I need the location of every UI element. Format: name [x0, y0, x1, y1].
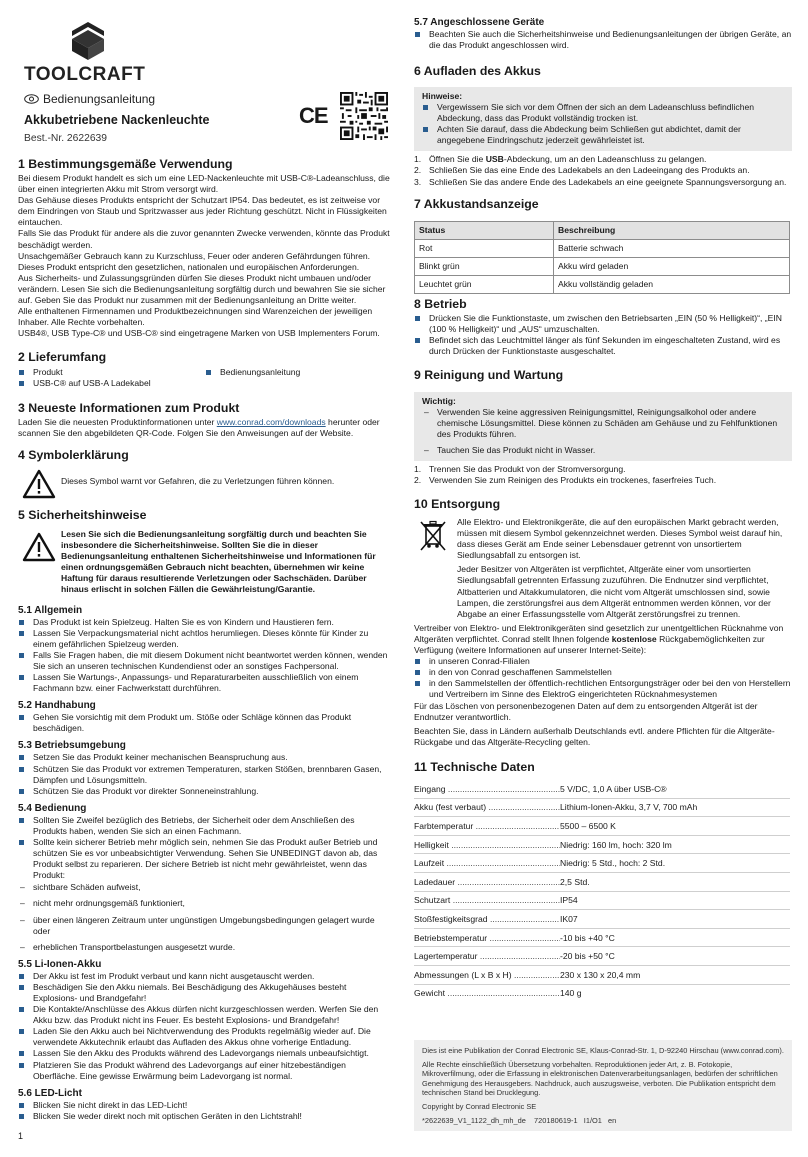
table-cell: Leuchtet grün — [415, 276, 554, 294]
section-2-title: 2 Lieferumfang — [18, 350, 107, 364]
weee-bin-icon — [418, 519, 448, 553]
section-5-7-title: 5.7 Angeschlossene Geräte — [414, 17, 545, 28]
s1-paragraph: Alle enthaltenen Firmennamen und Produktbezeichnungen sind Warenzeichen der jeweiligen Inhaber. Alle Rechte vorbehalten. — [18, 306, 373, 328]
section-4-title: 4 Symbolerklärung — [18, 448, 129, 462]
section-9-title: 9 Reinigung und Wartung — [414, 368, 564, 382]
spec-row — [414, 854, 790, 873]
safety-intro: Lesen Sie sich die Bedienungsanleitung sorgfältig durch und beachten Sie insbesondere die Sicherheitshinweise. Sollten Sie die in dieser Bedienungsanleitung enthaltenen Sicherheitshinweise und Informationen für einen ordnungsgemäßen Gebrauch nicht beachten, übernehmen wir keine Haftung für daraus resultierende Verletzungen oder Sachschäden. Darüber hinaus erlischt in solchen Fällen die Gewährleistung/Garantie. — [61, 529, 376, 595]
led-item: Blicken Sie weder direkt noch mit optischen Geräten in den Lichtstrahl! — [18, 1111, 390, 1122]
step-text: Verwenden Sie zum Reinigen des Produkts ein trockenes, faserfreies Tuch. — [429, 475, 717, 486]
disposal-paragraph: Beachten Sie, dass in Ländern außerhalb Deutschlands evtl. andere Pflichten für die Altgeräte-Rückgabe und das Altgeräte-Recycling gelten. — [414, 725, 775, 747]
footer-rights: Alle Rechte einschließlich Übersetzung vorbehalten. Reproduktionen jeder Art, z. B. Fotokopie, Mikroverfilmung, oder die Erfassung in elektronischen Datenverarbeitungsanlagen, bedürfen der schriftlichen Genehmigung des Herausgebers. Nachdruck, auch auszugsweise, verboten. Die Publikation entspricht dem technischen Stand bei Drucklegung. — [422, 1059, 778, 1098]
spec-label: Lagertemperatur ..... — [414, 951, 560, 961]
spec-label: Farbtemperatur ..... — [414, 821, 560, 831]
step-text: Trennen Sie das Produkt von der Stromversorgung. — [429, 464, 626, 475]
step-text-bold: USB — [485, 154, 504, 165]
step-text: -Abdeckung, um an den Ladeanschluss zu gelangen. — [503, 154, 707, 165]
cleaning-step — [414, 475, 792, 486]
spec-value: IP54 — [560, 895, 578, 906]
spec-value: Niedrig: 5 Std., hoch: 2 Std. — [560, 858, 666, 869]
notes-title: Wichtig: — [422, 396, 456, 406]
ce-mark: CE — [299, 103, 328, 128]
section-1-title: 1 Bestimmungsgemäße Verwendung — [18, 157, 233, 171]
toolcraft-logo — [24, 18, 154, 88]
table-cell: Akku vollständig geladen — [554, 276, 790, 294]
table-row — [415, 258, 790, 276]
step-text: Schließen Sie das andere Ende des Ladekabels an eine geeignete Spannungsversorgung an. — [429, 176, 787, 187]
return-option-item: in den Sammelstellen der öffentlich-rechtlichen Entsorgungsträger oder bei den von Herstellern und Vertreibern im Sinne des ElektroG eingerichteten Rücknahmesystemen — [414, 678, 792, 700]
general-item: Lassen Sie Verpackungsmaterial nicht achtlos herumliegen. Dieses könnte für Kinder zu einem gefährlichen Spielzeug werden. — [18, 628, 390, 650]
step-number: 2. — [414, 475, 422, 486]
battery-item: Die Kontakte/Anschlüsse des Akkus dürfen nicht kurzgeschlossen werden. Werfen Sie den Akku bzw. das Produkt nicht ins Feuer. Es besteht Explosions- und Brandgefahr! — [18, 1004, 390, 1026]
spec-value: -20 bis +50 °C — [560, 951, 615, 962]
toolcraft-logo-icon — [24, 18, 154, 62]
spec-row — [414, 873, 790, 892]
s1-paragraph: Unsachgemäßer Gebrauch kann zu Kurzschluss, Feuer oder anderen Gefährdungen führen. — [18, 250, 371, 261]
spec-value: Niedrig: 160 lm, hoch: 320 lm — [560, 839, 672, 850]
section-5-2-title: 5.2 Handhabung — [18, 700, 96, 712]
spec-value: Lithium-Ionen-Akku, 3,7 V, 700 mAh — [560, 802, 698, 813]
s1-paragraph: Aus Sicherheits- und Zulassungsgründen dürfen Sie dieses Produkt nicht umbauen und/oder verändern. Lesen Sie sich die Bedienungsanleitung sorgfältig durch und bewahren Sie sie sicher auf. Geben Sie das Produkt nur zusammen mit der Bedienungsanleitung an Dritte weiter. — [18, 272, 386, 306]
manual-label-row — [24, 92, 155, 106]
battery-item: Der Akku ist fest im Produkt verbaut und kann nicht ausgetauscht werden. — [18, 971, 390, 982]
section-8-title: 8 Betrieb — [414, 297, 467, 311]
operation-item: Sollten Sie Zweifel bezüglich des Betriebs, der Sicherheit oder dem Anschließen des Produkts haben, wenden Sie sich an einen Fachmann. — [18, 815, 390, 837]
spec-row — [414, 947, 790, 966]
spec-value: 140 g — [560, 988, 582, 999]
charging-step — [414, 177, 792, 188]
step-number: 3. — [414, 176, 422, 187]
s1-paragraph: USB4®, USB Type-C® und USB-C® sind eingetragene Marken von USB Implementers Forum. — [18, 328, 380, 339]
spec-value: IK07 — [560, 913, 578, 924]
step-text: Schließen Sie das eine Ende des Ladekabels an den Ladeeingang des Produkts an. — [429, 165, 750, 176]
charging-note: Vergewissern Sie sich vor dem Öffnen der sich an dem Ladeanschluss befindlichen Abdeckung, dass das Produkt vollständig trocken ist. — [422, 102, 784, 124]
general-item: Lassen Sie Wartungs-, Anpassungs- und Reparaturarbeiten ausschließlich von einem Fachmann bzw. einer Fachwerkstatt durchführen. — [18, 672, 390, 694]
spec-label: Ladedauer ..... — [414, 877, 560, 887]
table-cell: Blinkt grün — [415, 258, 554, 276]
operation-dash-item: – erheblichen Transportbelastungen ausgesetzt wurde. — [18, 942, 390, 953]
section-5-title: 5 Sicherheitshinweise — [18, 508, 147, 522]
table-header: Status — [415, 222, 554, 240]
page-number: 1 — [18, 1131, 24, 1141]
section-5-3-title: 5.3 Betriebsumgebung — [18, 740, 126, 752]
warning-triangle-icon — [22, 469, 56, 499]
section-5-4-title: 5.4 Bedienung — [18, 802, 87, 814]
section-6-title: 6 Aufladen des Akkus — [414, 64, 541, 78]
step-number: 1. — [414, 464, 422, 475]
s3-text-after: herunter oder scannen Sie den abgebildeten QR-Code. Folgen Sie den Anweisungen auf der Website. — [18, 417, 380, 439]
section-5-1-title: 5.1 Allgemein — [18, 604, 83, 616]
operation-dash-item: – nicht mehr ordnungsgemäß funktioniert, — [18, 898, 390, 909]
charging-step — [414, 154, 792, 165]
general-item: Das Produkt ist kein Spielzeug. Halten Sie es von Kindern und Haustieren fern. — [18, 617, 390, 628]
brand-name: TOOLCRAFT — [24, 64, 146, 85]
spec-value: 5500 – 6500 K — [560, 820, 616, 831]
section-5-6-title: 5.6 LED-Licht — [18, 1087, 82, 1099]
disposal-text-bold: kostenlose — [611, 633, 657, 644]
s3-paragraph — [18, 417, 390, 439]
weee-paragraph: Alle Elektro- und Elektronikgeräte, die auf den europäischen Markt gebracht werden, müssen mit diesem Symbol gekennzeichnet werden. Dieses Symbol weist darauf hin, dass dieses Gerät am Ende seiner Lebensdauer getrennt von unsortiertem Siedlungsabfall zu entsorgen ist. — [457, 517, 783, 561]
environment-item: Schützen Sie das Produkt vor extremen Temperaturen, starken Stößen, brennbaren Gasen, Dämpfen und Lösungsmitteln. — [18, 764, 390, 786]
led-item: Blicken Sie nicht direkt in das LED-Licht! — [18, 1100, 390, 1111]
general-item: Falls Sie Fragen haben, die mit diesem Dokument nicht beantwortet werden können, wenden Sie sich an unseren technischen Kundendienst oder an sonstiges Fachpersonal. — [18, 650, 390, 672]
disposal-paragraph: Für das Löschen von personenbezogenen Daten auf dem zu entsorgenden Altgerät ist der Endnutzer verantwortlich. — [414, 700, 758, 722]
table-header: Beschreibung — [554, 222, 790, 240]
item-number: Best.-Nr. 2622639 — [24, 133, 107, 144]
spec-row — [414, 929, 790, 948]
spec-label: Abmessungen (L x B x H) ..... — [414, 970, 560, 980]
battery-indicator-table — [414, 221, 790, 294]
spec-row — [414, 836, 790, 855]
spec-label: Schutzart ..... — [414, 895, 560, 905]
disposal-text: Vertreiber von Elektro- und Elektronikgeräten sind gesetzlich zur unentgeltlichen Rücknahme von Altgeräten verpflichtet. Conrad stellt Ihnen folgende — [414, 622, 784, 644]
spec-value: -10 bis +40 °C — [560, 932, 615, 943]
section-5-5-title: 5.5 Li-Ionen-Akku — [18, 958, 102, 970]
notes-title: Hinweise: — [422, 91, 463, 101]
s1-paragraph: Dieses Produkt entspricht den gesetzlichen, nationalen und europäischen Anforderungen. — [18, 261, 360, 272]
table-cell: Akku wird geladen — [554, 258, 790, 276]
s3-text-before: Laden Sie die neuesten Produktinformationen unter — [18, 417, 217, 427]
operation-dash-item: – über einen längeren Zeitraum unter ungünstigen Umgebungsbedingungen gelagert wurde oder — [18, 915, 390, 937]
return-option-item: in den von Conrad geschaffenen Sammelstellen — [414, 667, 792, 678]
s1-paragraph: Falls Sie das Produkt für andere als die zuvor genannten Zwecke verwenden, könnte das Produkt beschädigt werden. — [18, 228, 390, 250]
scope-item-manual: Bedienungsanleitung — [205, 367, 385, 378]
publisher-footer — [414, 1040, 792, 1131]
step-text: Öffnen Sie die — [429, 154, 486, 165]
table-row — [415, 276, 790, 294]
operation-item: Sollte kein sicherer Betrieb mehr möglich sein, nehmen Sie das Produkt außer Betrieb und schützen Sie es vor unbeabsichtigter Verwendung. Sehen Sie UNBEDINGT davon ab, das Produkt selbst zu reparieren. Der sichere Betrieb ist nicht mehr gewährleistet, wenn das Produkt: — [18, 837, 390, 881]
cleaning-note: – Verwenden Sie keine aggressiven Reinigungsmittel, Reinigungsalkohol oder andere chemische Lösungsmittel. Diese können zu Schäden am Gehäuse und zu Fehlfunktionen des Produkts führen. — [422, 407, 784, 440]
product-title: Akkubetriebene Nackenleuchte — [24, 113, 210, 127]
spec-value: 2,5 Std. — [560, 876, 590, 887]
operation-mode-item: Drücken Sie die Funktionstaste, um zwischen den Betriebsarten „EIN (50 % Helligkeit)“, „EIN (100 % Helligkeit)“ und „AUS“ umzuschalten. — [414, 313, 792, 335]
cleaning-notes-box — [414, 392, 792, 461]
cleaning-step — [414, 464, 792, 475]
charging-step — [414, 165, 792, 176]
cleaning-note: – Tauchen Sie das Produkt nicht in Wasser. — [422, 445, 784, 456]
scope-item-cable: USB-C® auf USB-A Ladekabel — [18, 378, 198, 389]
scope-item-product: Produkt — [18, 367, 198, 378]
spec-row — [414, 985, 790, 1003]
warning-triangle-icon — [22, 532, 56, 562]
spec-value: 5 V/DC, 1,0 A über USB-C® — [560, 783, 667, 794]
spec-row — [414, 892, 790, 911]
manual-label: Bedienungsanleitung — [43, 92, 156, 106]
spec-label: Helligkeit ..... — [414, 840, 560, 850]
table-cell: Batterie schwach — [554, 240, 790, 258]
spec-label: Gewicht ..... — [414, 988, 560, 998]
battery-item: Platzieren Sie das Produkt während des Ladevorgangs auf einer hitzebeständigen Oberfläche. Eine gewisse Erwärmung beim Ladevorgang ist normal. — [18, 1060, 390, 1082]
spec-row — [414, 799, 790, 818]
table-row — [415, 240, 790, 258]
return-option-item: in unseren Conrad-Filialen — [414, 656, 792, 667]
handling-item: Gehen Sie vorsichtig mit dem Produkt um. Stöße oder Schläge können das Produkt beschädigen. — [18, 712, 390, 734]
section-10-title: 10 Entsorgung — [414, 497, 501, 511]
table-header-row — [415, 222, 790, 240]
warning-symbol-text: Dieses Symbol warnt vor Gefahren, die zu Verletzungen führen können. — [61, 476, 335, 486]
operation-mode-item: Befindet sich das Leuchtmittel länger als fünf Sekunden im eingeschalteten Zustand, wird es durch Drücken der Funktionstaste ausgeschaltet. — [414, 335, 792, 357]
battery-item: Beschädigen Sie den Akku niemals. Bei Beschädigung des Akkugehäuses besteht Explosions- und Brandgefahr! — [18, 982, 390, 1004]
battery-item: Laden Sie den Akku auch bei Nichtverwendung des Produkts regelmäßig wieder auf. Die verwendete Akkutechnik erlaubt das Aufladen des Akkus ohne vorherige Entladung. — [18, 1026, 390, 1048]
spec-row — [414, 966, 790, 985]
section-7-title: 7 Akkustandsanzeige — [414, 197, 539, 211]
spec-value: 230 x 130 x 20,4 mm — [560, 969, 641, 980]
charging-notes-box — [414, 87, 792, 151]
disposal-paragraph — [414, 623, 792, 656]
environment-item: Setzen Sie das Produkt keiner mechanischen Beanspruchung aus. — [18, 752, 390, 763]
battery-item: Lassen Sie den Akku des Produkts während des Ladevorgangs niemals unbeaufsichtigt. — [18, 1048, 390, 1059]
section-11-title: 11 Technische Daten — [414, 760, 535, 774]
step-number: 2. — [414, 165, 422, 176]
connected-device-item: Beachten Sie auch die Sicherheitshinweise und Bedienungsanleitungen der übrigen Geräte, an die das Produkt angeschlossen wird. — [414, 29, 792, 51]
spec-label: Akku (fest verbaut) ..... — [414, 802, 560, 812]
table-cell: Rot — [415, 240, 554, 258]
disposal-text: Rückgabemöglichkeiten zur Verfügung (weitere Informationen auf unserer Internet-Seite): — [414, 633, 765, 656]
spec-row — [414, 910, 790, 929]
qr-code — [340, 92, 388, 140]
step-number: 1. — [414, 154, 422, 165]
section-3-title: 3 Neueste Informationen zum Produkt — [18, 401, 240, 415]
footer-copyright: Copyright by Conrad Electronic SE — [422, 1101, 537, 1111]
spec-label: Betriebstemperatur ..... — [414, 933, 560, 943]
spec-label: Eingang ..... — [414, 784, 560, 794]
s1-paragraph: Das Gehäuse dieses Produkts entspricht der Schutzart IP54. Das bedeutet, es ist zeitweise vor dem Eindringen von Staub und Spritzwasser aus jeder Richtung geschützt. Nicht in Flüssigkeiten eintauchen. — [18, 195, 387, 228]
spec-row — [414, 780, 790, 799]
spec-row — [414, 817, 790, 836]
s1-paragraph: Bei diesem Produkt handelt es sich um eine LED-Nackenleuchte mit USB-C®-Ladeanschluss, die über einen integrierten Akku mit Strom versorgt wird. — [18, 173, 390, 195]
spec-table — [414, 780, 790, 1002]
spec-label: Stoßfestigkeitsgrad ..... — [414, 914, 560, 924]
footer-doc-code: *2622639_V1_1122_dh_mh_de 720180619-1 I1/O1 en — [422, 1115, 617, 1125]
environment-item: Schützen Sie das Produkt vor direkter Sonneneinstrahlung. — [18, 786, 390, 797]
charging-note: Achten Sie darauf, dass die Abdeckung beim Schließen gut abdichtet, damit der angegebene Eindringschutz jederzeit gewährleistet ist. — [422, 124, 784, 146]
weee-paragraph: Jeder Besitzer von Altgeräten ist verpflichtet, Altgeräte einer vom unsortierten Siedlungsabfall getrennten Erfassung zuzuführen. Die Endnutzer sind verpflichtet, Altbatterien und Altakkumulatoren, die nicht vom Altgerät umschlossen sind, sowie Lampen, die zerstörungsfrei aus dem Altgerät entnommen werden können, vor der Abgabe an einer Erfassungsstelle vom Altgerät zerstörungsfrei zu trennen. — [457, 564, 771, 619]
footer-publisher: Dies ist eine Publikation der Conrad Electronic SE, Klaus-Conrad-Str. 1, D-92240 Hirschau (www.conrad.com). — [422, 1046, 784, 1055]
downloads-link[interactable]: www.conrad.com/downloads — [216, 417, 326, 427]
spec-label: Laufzeit ..... — [414, 858, 560, 868]
eye-icon — [24, 94, 39, 104]
operation-dash-item: – sichtbare Schäden aufweist, — [18, 882, 390, 893]
